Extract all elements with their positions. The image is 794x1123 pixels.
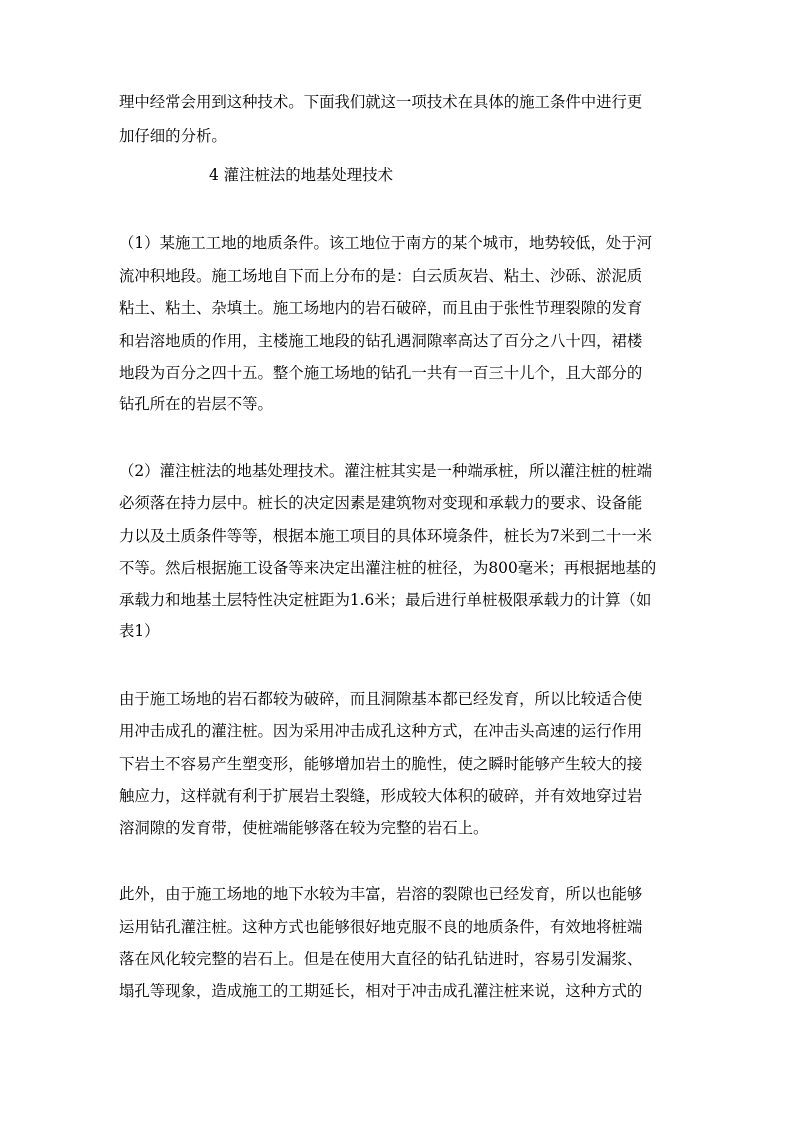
text-line: 和岩溶地质的作用，主楼施工地段的钻孔遇洞隙率高达了百分之八十四，裙楼: [119, 332, 643, 350]
text-line: 塌孔等现象，造成施工的工期延长，相对于冲击成孔灌注桩来说，这种方式的: [119, 982, 643, 1000]
text-line: 由于施工场地的岩石都较为破碎，而且洞隙基本都已经发育，所以比较适合使: [119, 690, 643, 708]
text-line: （1）某施工工地的地质条件。该工地位于南方的某个城市，地势较低，处于河: [119, 234, 653, 252]
text-line: 理中经常会用到这种技术。下面我们就这一项技术在具体的施工条件中进行更: [119, 93, 643, 111]
text-line: 下岩土不容易产生塑变形，能够增加岩土的脆性，使之瞬时能够产生较大的接: [119, 755, 643, 773]
text-line: 钻孔所在的岩层不等。: [119, 395, 273, 413]
text-line: 运用钻孔灌注桩。这种方式也能够很好地克服不良的地质条件，有效地将桩端: [119, 918, 643, 936]
text-line: 加仔细的分析。: [119, 127, 227, 145]
text-line: 此外，由于施工场地的地下水较为丰富，岩溶的裂隙也已经发育，所以也能够: [119, 885, 643, 903]
text-line: 触应力，这样就有利于扩展岩土裂缝，形成较大体积的破碎，并有效地穿过岩: [119, 787, 643, 805]
text-line: 不等。然后根据施工设备等来决定出灌注桩的桩径，为800毫米；再根据地基的: [119, 559, 657, 577]
text-line: （2）灌注桩法的地基处理技术。灌注桩其实是一种端承桩，所以灌注桩的桩端: [119, 462, 653, 480]
text-line: 粘土、粘土、杂填土。施工场地内的岩石破碎，而且由于张性节理裂隙的发育: [119, 299, 643, 317]
text-line: 用冲击成孔的灌注桩。因为采用冲击成孔这种方式，在冲击头高速的运行作用: [119, 722, 643, 740]
text-line: 力以及土质条件等等，根据本施工项目的具体环境条件，桩长为7米到二十一米: [119, 527, 653, 545]
text-line: 流冲积地段。施工场地自下而上分布的是：白云质灰岩、粘土、沙砾、淤泥质: [119, 267, 643, 285]
text-line: 地段为百分之四十五。整个施工场地的钻孔一共有一百三十儿个，且大部分的: [119, 364, 643, 382]
text-line: 落在风化较完整的岩石上。但是在使用大直径的钻孔钻进时，容易引发漏浆、: [119, 950, 643, 968]
section-heading: 4 灌注桩法的地基处理技术: [209, 166, 393, 184]
text-line: 必须落在持力层中。桩长的决定因素是建筑物对变现和承载力的要求、设备能: [119, 494, 643, 512]
text-line: 承载力和地基土层特性决定桩距为1.6米；最后进行单桩极限承载力的计算（如: [119, 591, 652, 609]
text-line: 溶洞隙的发育带，使桩端能够落在较为完整的岩石上。: [119, 819, 489, 837]
text-line: 表1）: [119, 622, 160, 640]
